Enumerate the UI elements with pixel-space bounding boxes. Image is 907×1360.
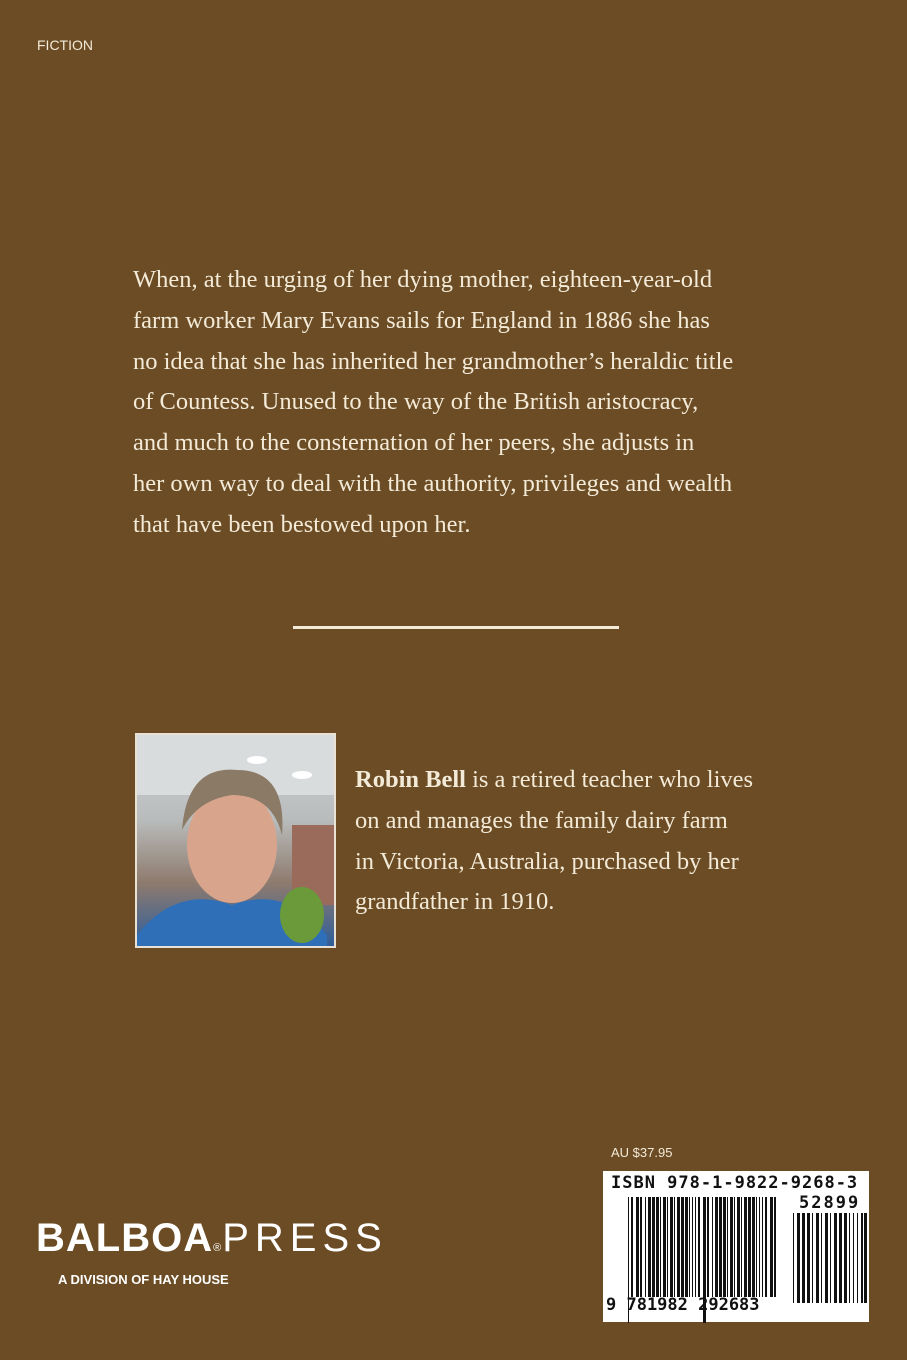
barcode-bar — [774, 1197, 776, 1297]
barcode-bar — [674, 1197, 675, 1297]
book-blurb — [133, 260, 793, 546]
barcode-bar — [663, 1197, 666, 1297]
barcode-bar — [685, 1197, 688, 1297]
barcode-bar — [667, 1197, 668, 1297]
barcode-bar — [681, 1197, 684, 1297]
barcode-bar — [734, 1197, 735, 1297]
barcode-bar — [670, 1197, 673, 1297]
barcode-bar — [853, 1213, 854, 1303]
ean-number: 9 781982 292683 — [606, 1295, 760, 1315]
barcode-bar — [692, 1197, 693, 1297]
barcode-bar — [656, 1197, 659, 1297]
barcode-bar — [677, 1197, 680, 1297]
publisher-name-light: PRESS — [222, 1216, 388, 1260]
barcode-bar — [821, 1213, 822, 1303]
barcode-bar — [719, 1197, 722, 1297]
barcode-bar — [844, 1213, 847, 1303]
isbn-barcode — [603, 1171, 869, 1322]
barcode-bar — [861, 1213, 863, 1303]
barcode-bar — [830, 1213, 831, 1303]
barcode-bar — [834, 1213, 837, 1303]
barcode-bar — [698, 1197, 700, 1297]
barcode-bar — [730, 1197, 733, 1297]
barcode-bar — [648, 1197, 651, 1297]
barcode-bar — [793, 1213, 794, 1303]
barcode-bar — [715, 1197, 718, 1297]
blurb-line: When, at the urging of her dying mother, eighteen-year-old — [133, 266, 713, 293]
barcode-bar — [744, 1197, 747, 1297]
blurb-line: that have been bestowed upon her. — [133, 510, 471, 538]
barcode-bar — [727, 1197, 728, 1297]
price-addon-code: 52899 — [799, 1193, 861, 1213]
publisher-logo: BALBOA®PRESS A DIVISION OF HAY HOUSE — [36, 1216, 388, 1287]
blurb-line: farm worker Mary Evans sails for England in 1886 she has — [133, 306, 710, 334]
barcode-bar — [802, 1213, 805, 1303]
blurb-line: and much to the consternation of her peers, she adjusts in — [133, 429, 695, 457]
isbn-text: ISBN 978-1-9822-9268-3 — [611, 1173, 859, 1193]
barcode-bar — [839, 1213, 842, 1303]
barcode-bar — [762, 1197, 763, 1297]
barcode-bar — [797, 1213, 800, 1303]
barcode-bar — [695, 1197, 696, 1297]
barcode-bar — [631, 1197, 633, 1297]
genre-label: FICTION — [37, 37, 93, 53]
barcode-bar — [765, 1197, 767, 1297]
barcode-bar — [812, 1213, 813, 1303]
barcode-bar — [640, 1197, 642, 1297]
author-name: Robin Bell — [355, 766, 466, 793]
barcode-bar — [723, 1197, 726, 1297]
bio-line: in Victoria, Australia, purchased by her — [355, 847, 739, 875]
barcode-bar — [756, 1197, 757, 1297]
barcode-bar — [816, 1213, 819, 1303]
blurb-line: no idea that she has inherited her grandmother’s heraldic title — [133, 347, 734, 375]
barcode-bar — [759, 1197, 760, 1297]
blurb-line: her own way to deal with the authority, privileges and wealth — [133, 469, 733, 497]
price-label: AU $37.95 — [611, 1145, 673, 1160]
divider — [293, 626, 619, 629]
blurb-line: of Countess. Unused to the way of the British aristocracy, — [133, 388, 699, 416]
barcode-bar — [737, 1197, 740, 1297]
barcode-bar — [652, 1197, 655, 1297]
author-photo — [135, 733, 336, 948]
bio-line: on and manages the family dairy farm — [355, 806, 728, 834]
barcode-bar — [741, 1197, 742, 1297]
publisher-tagline: A DIVISION OF HAY HOUSE — [58, 1272, 229, 1287]
barcode-bar — [864, 1213, 867, 1303]
barcode-bar — [849, 1213, 850, 1303]
barcode-bar — [857, 1213, 858, 1303]
barcode-bar — [770, 1197, 773, 1297]
barcode-bar — [807, 1213, 810, 1303]
barcode-bar — [660, 1197, 661, 1297]
barcode-bar — [689, 1197, 690, 1297]
publisher-name-bold: BALBOA — [36, 1216, 214, 1260]
barcode-bar — [636, 1197, 639, 1297]
barcode-bar — [712, 1197, 713, 1297]
barcode-bar — [707, 1197, 709, 1297]
barcode-bar — [752, 1197, 755, 1297]
author-bio — [355, 760, 795, 923]
bio-line: grandfather in 1910. — [355, 888, 555, 916]
barcode-bar — [748, 1197, 751, 1297]
barcode-bar — [825, 1213, 828, 1303]
bio-line: is a retired teacher who lives — [465, 766, 754, 793]
barcode-bar — [645, 1197, 646, 1297]
